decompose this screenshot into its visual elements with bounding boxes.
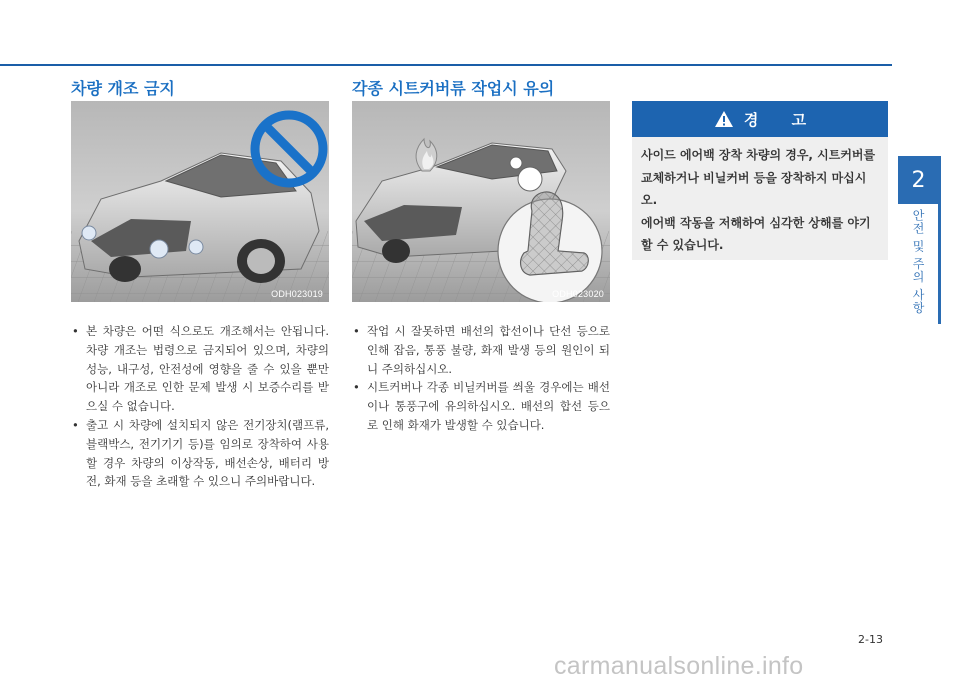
section-title-no-modification: 차량 개조 금지 xyxy=(71,79,175,98)
fire-icon xyxy=(416,139,437,171)
warning-header xyxy=(632,101,888,137)
list-item: • 본 차량은 어떤 식으로도 개조해서는 안됩니다. 차량 개조는 법령으로 금지되어 있으며, 차량의 성능, 내구성, 안전성에 영향을 줄 수 있을 뿐만 아니라 개조로 인한 문제 발생 시 보증수리를 받으실 수 없습니다. xyxy=(71,322,329,416)
section-title-seat-cover: 각종 시트커버류 작업시 유의 xyxy=(352,79,555,98)
warning-triangle-icon xyxy=(714,110,734,128)
figure-code: ODH023019 xyxy=(271,289,323,299)
chapter-tab: 2 xyxy=(898,156,939,204)
warning-paragraph: 사이드 에어백 장착 차량의 경우, 시트커버를 교체하거나 비닐커버 등을 장착하지 마십시오. xyxy=(641,148,876,207)
figure-code: ODH023020 xyxy=(552,289,604,299)
car-seat-illustration xyxy=(352,101,610,302)
warning-title: 경 고 xyxy=(743,110,821,129)
figure-car-modification xyxy=(71,101,329,302)
top-rule xyxy=(0,64,892,66)
page-number: 2-13 xyxy=(858,633,883,646)
warning-box xyxy=(632,101,888,260)
list-item: • 작업 시 잘못하면 배선의 합선이나 단선 등으로 인해 잡음, 통풍 불량, 화재 발생 등의 원인이 되니 주의하십시오. xyxy=(352,322,610,378)
warning-paragraph: 에어백 작동을 저해하여 심각한 상해를 야기할 수 있습니다. xyxy=(641,215,871,252)
bullet-list-modification xyxy=(71,322,329,491)
watermark: carmanualsonline.info xyxy=(554,652,804,680)
chapter-label: 안전 및 주의 사항 xyxy=(911,209,925,315)
list-item: • 출고 시 차량에 설치되지 않은 전기장치(램프류, 블랙박스, 전기기기 등)를 임의로 장착하여 사용할 경우 차량의 이상작동, 배선손상, 배터리 방전, 화재 등을 초래할 수 있으니 주의바랍니다. xyxy=(71,416,329,491)
bullet-list-seat-cover xyxy=(352,322,610,435)
list-item: • 시트커버나 각종 비닐커버를 씌울 경우에는 배선이나 통풍구에 유의하십시오. 배선의 합선 등으로 인해 화재가 발생할 수 있습니다. xyxy=(352,378,610,434)
car-illustration xyxy=(71,101,329,302)
warning-body xyxy=(632,137,888,257)
figure-seat-cover xyxy=(352,101,610,302)
